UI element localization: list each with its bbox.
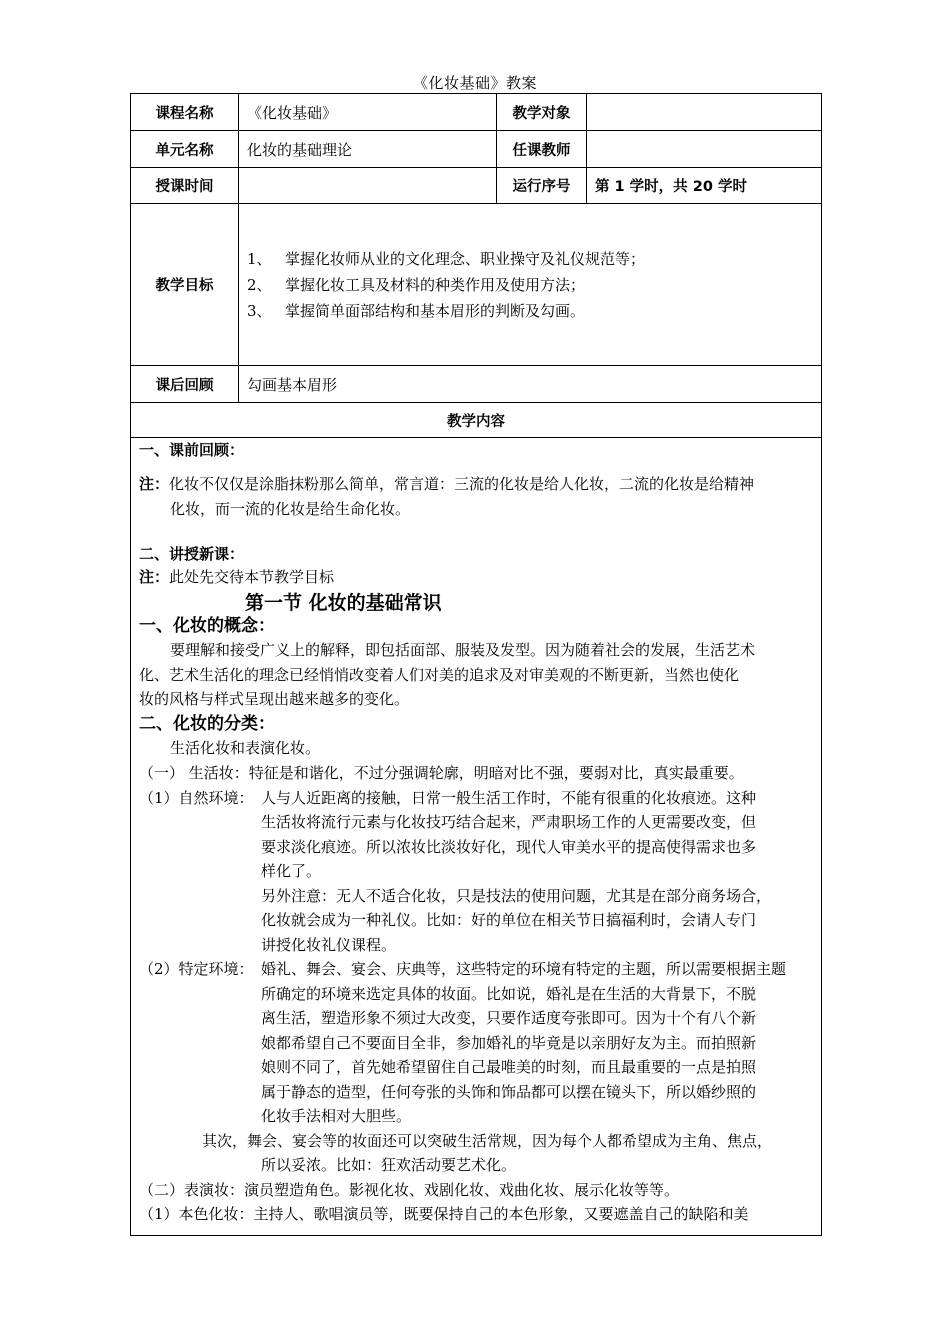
- natural-env-line: 另外注意：无人不适合化妆，只是技法的使用问题，尤其是在部分商务场合，: [261, 887, 772, 905]
- stage-makeup-title: （二）表演妆：演员塑造角色。影视化妆、戏剧化妆、戏曲化妆、展示化妆等等。: [139, 1181, 680, 1199]
- course-name-value: 《化妆基础》: [239, 94, 497, 131]
- natural-env-line: 化妆就会成为一种礼仪。比如：好的单位在相关节日搞福利时，会请人专门: [261, 911, 757, 929]
- class-time-value: [239, 168, 497, 204]
- teaching-target-label: 教学对象: [497, 94, 587, 131]
- sequence-value: 第 1 学时，共 20 学时: [587, 168, 822, 204]
- concept-heading: 一、化妆的概念：: [139, 616, 275, 636]
- goal-item: 1、 掌握化妆师从业的文化理念、职业操守及礼仪规范等；: [247, 249, 646, 268]
- special-env-line: 婚礼、舞会、宴会、庆典等，这些特定的环境有特定的主题，所以需要根据主题: [261, 960, 787, 978]
- special-env-line: 娘都希望自己不要面目全非，参加婚礼的毕竟是以亲朋好友为主。而拍照新: [261, 1034, 757, 1052]
- goal-item: 3、 掌握简单面部结构和基本眉形的判断及勾画。: [247, 301, 586, 320]
- natural-env-line: 生活妆将流行元素与化妆技巧结合起来，严肃职场工作的人更需要改变，但: [261, 813, 757, 831]
- lesson-plan-table: [130, 93, 822, 1236]
- special-env-label: （2）特定环境：: [139, 960, 254, 978]
- note-1: 注：化妆不仅仅是涂脂抹粉那么简单，常言道：三流的化妆是给人化妆，二流的化妆是给精神: [139, 475, 755, 493]
- special-env-line: 娘则不同了，首先她希望留住自己最唯美的时刻，而且最重要的一点是拍照: [261, 1058, 757, 1076]
- new-lesson-heading: 二、讲授新课：: [139, 545, 245, 563]
- natural-env-line: 要求淡化痕迹。所以浓妆比淡妆好化，现代人审美水平的提高使得需求也多: [261, 838, 757, 856]
- classify-intro: 生活化妆和表演化妆。: [170, 739, 321, 757]
- class-time-label: 授课时间: [131, 168, 239, 204]
- after-class-review-label: 课后回顾: [131, 366, 239, 403]
- teaching-goals-label: 教学目标: [131, 204, 239, 366]
- special-env-line: 离生活，塑造形象不须过大改变，只要作适度夸张即可。因为十个有八个新: [261, 1009, 757, 1027]
- natural-env-line: 人与人近距离的接触，日常一般生活工作时，不能有很重的化妆痕迹。这种: [261, 789, 757, 807]
- special-env-line: 属于静态的造型，任何夸张的头饰和饰品都可以摆在镜头下，所以婚纱照的: [261, 1083, 757, 1101]
- teaching-target-value: [587, 94, 822, 131]
- daily-makeup-title: （一） 生活妆：特征是和谐化，不过分强调轮廓，明暗对比不强，要弱对比，真实最重要。: [139, 764, 744, 782]
- special-env-line: 所确定的环境来选定具体的妆面。比如说，婚礼是在生活的大背景下，不脱: [261, 985, 757, 1003]
- section-title: 第一节 化妆的基础常识: [245, 592, 442, 614]
- note-2: 注：此处先交待本节教学目标: [139, 568, 335, 586]
- teacher-value: [587, 131, 822, 168]
- after-class-review-value: 勾画基本眉形: [239, 366, 822, 403]
- natural-env-line: 讲授化妆礼仪课程。: [261, 936, 397, 954]
- unit-name-label: 单元名称: [131, 131, 239, 168]
- document-title: 《化妆基础》教案: [412, 74, 537, 92]
- natural-env-line: 样化了。: [261, 862, 322, 880]
- secondly-line: 所以妥浓。比如：狂欢活动要艺术化。: [261, 1156, 517, 1174]
- unit-name-value: 化妆的基础理论: [239, 131, 497, 168]
- concept-line: 要理解和接受广义上的解释，即包括面部、服装及发型。因为随着社会的发展，生活艺术: [170, 641, 756, 659]
- sequence-label: 运行序号: [497, 168, 587, 204]
- special-env-line: 化妆手法相对大胆些。: [261, 1107, 412, 1125]
- natural-color-makeup-line: （1）本色化妆：主持人、歌唱演员等，既要保持自己的本色形象，又要遮盖自己的缺陷和美: [139, 1205, 749, 1223]
- natural-env-label: （1）自然环境：: [139, 789, 254, 807]
- teaching-goals: [239, 204, 822, 366]
- goal-item: 2、 掌握化妆工具及材料的种类作用及使用方法；: [247, 275, 586, 294]
- classify-heading: 二、化妆的分类：: [139, 714, 275, 734]
- course-name-label: 课程名称: [131, 94, 239, 131]
- teacher-label: 任课教师: [497, 131, 587, 168]
- note-1-continued: 化妆，而一流的化妆是给生命化妆。: [170, 500, 411, 518]
- concept-line: 化、艺术生活化的理念已经悄悄改变着人们对美的追求及对审美观的不断更新，当然也使化: [139, 666, 740, 684]
- teaching-content-header: 教学内容: [131, 403, 822, 438]
- teaching-content-body: [131, 438, 822, 1236]
- pre-review-heading: 一、课前回顾：: [139, 441, 245, 459]
- secondly-line: 其次，舞会、宴会等的妆面还可以突破生活常规，因为每个人都希望成为主角、焦点，: [202, 1132, 773, 1150]
- concept-line: 妆的风格与样式呈现出越来越多的变化。: [139, 690, 410, 708]
